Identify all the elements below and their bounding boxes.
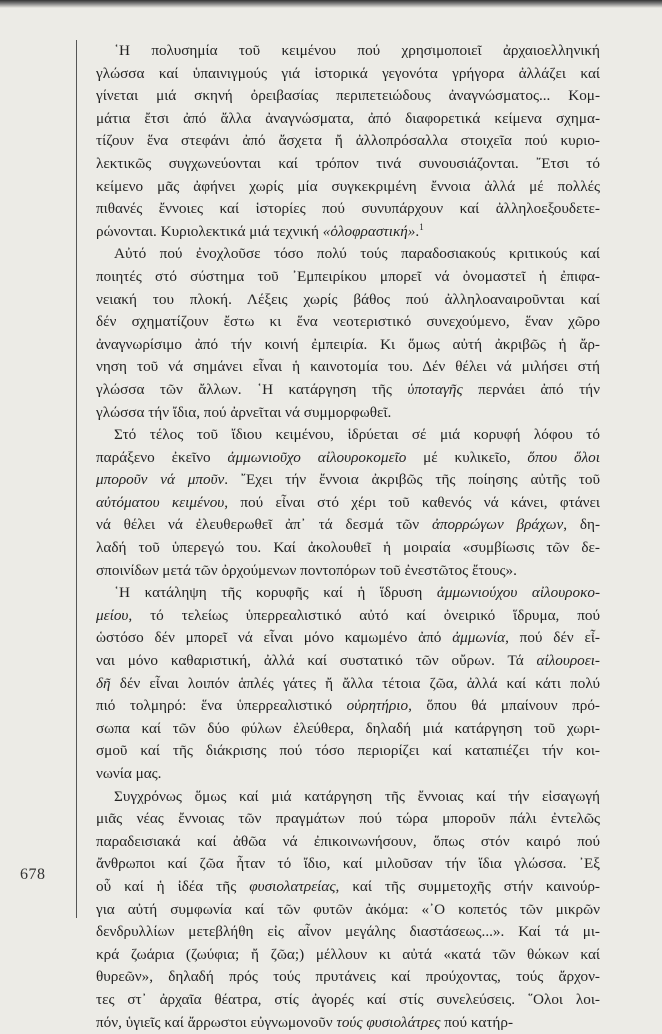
text-line: νωνία μας. [96,765,162,782]
text-line: αὐτόματου κειμένου, πού εἶναι στό χέρι τοῦ καθενός νά κάνει, φτάνει [96,493,600,511]
italic-phrase: δῆ [96,674,111,692]
text-line: θυρεῶν», δηλαδή πρός τούς πρυτάνεις καί πρoύχοντας, τούς ἄρχον- [96,968,600,986]
text-line: Συγχρόνως ὅμως καί μιά κατάργηση τῆς ἔννοιας καί τήν εἰσαγωγή [114,787,600,805]
italic-phrase: «ὁλοφραστική» [322,222,416,240]
text-line: σωπα καί τῶν δύο φύλων ἐλεύθερα, δηλαδή μιά κατάργηση τοῦ χωρι- [96,719,600,737]
text-line: παραδεισιακά καί ἀθῶα νά ἐπικοινωνήσουν, ὅπως στόν καιρό πού [96,832,600,850]
margin-rule [76,40,77,918]
italic-phrase: φυσιολατρείας [249,877,336,895]
text-line: ῾Η πολυσημία τοῦ κειμένου πού χρησιμοποιεῖ ἀρχαιοελληνική [114,42,600,59]
text-line: Στό τέλος τοῦ ἴδιου κειμένου, ἱδρύεται σέ μιά κορυφή λόφου τό [114,426,600,444]
text-line: γίνεται μιά σκηνή ὀρειβασίας περιπετειώδους ἀναγνώσματος... Κομ- [96,87,600,105]
text-line: νειακή του πλοκή. Λέξεις χωρίς βάθος πού ἀλληλοαναιροῦνται καί [96,290,600,308]
text-line: νά θέλει νά ἐλευθερωθεῖ ἀπ᾿ τά δεσμά τῶν ἀπορρώγων βράχων, δη- [96,516,600,534]
italic-phrase: ὑποταγῆς [407,380,463,398]
text-line: μποροῦν νά μποῦν. ῎Εχει τήν ἔννοια ἀκριβῶς τῆς ποίησης αὐτῆς τοῦ [96,471,600,489]
text-line: Αὐτό πού ἐνοχλοῦσε τόσο πολύ τούς παραδοσιακούς κριτικούς καί [114,245,600,263]
text-line: μάτια ἔτσι ἀπό ἄλλα ἀναγνώσματα, ἀπό διαφορετικά κείμενα σχημα- [96,109,600,127]
text-line: ρώνονται. Κυριολεκτικά μιά τεχνική «ὁλοφραστική».$^1$ [96,221,424,240]
text-line: ὡστόσο δέν μπορεῖ νά εἶναι μόνο καμωμένο ἀπό ἀμμωνία, πού δέν εἶ- [96,629,600,647]
text-line: μείου, τό τελείως ὑπερρεαλιστικό αὐτό καί ὀνειρικό ἵδρυμα, πού [96,606,600,624]
text-line: μιᾶς νέας ἔννοιας τῶν πραγμάτων πού τώρα μποροῦν πάλι ἐντελῶς [96,810,600,828]
paragraph [96,243,600,424]
text-line: ποιητές στό σύστημα τοῦ ᾿Εμπειρίκου μπορεῖ νά ὀνομαστεῖ ἡ ἐπιφα- [96,267,600,285]
text-line: σμοῦ καί τῆς διάκρισης πού τόσο περιορίζει καί καταπιέζει τήν κοι- [96,742,600,760]
text-line: γλώσσα τήν ἴδια, πού ἀρνεῖται νά συμμορφωθεῖ. [96,403,392,421]
text-line: λαδή τοῦ ὑπερεγώ του. Καί ἀκολουθεῖ ἡ μοιραία «συμβίωσις τῶν δε- [96,539,600,557]
text-line: σποινίδων μετά τῶν ὀρχούμενων ποντοπόρων τοῦ ἐνεστῶτος ἔτους». [96,561,517,579]
text-line: δενδρυλλίων μετεβλήθη εἰς αἶνον μεγάλης διαστάσεως...». Καί τά μι- [96,923,600,941]
body-text [96,40,600,1034]
text-line: ἀναγνωρίσιμο ἀπό τήν κοινή ἐμπειρία. Κι ὅμως αὐτή ἀκριβῶς ἡ ἄρ- [96,335,600,353]
text-line: γλώσσα τῶν ἄλλων. ῾Η κατάργηση τῆς ὑποταγῆς περνάει ἀπό τήν [96,380,600,398]
paragraph [96,40,600,243]
italic-phrase: ὅπου ὅλοι [527,448,600,466]
text-line: πόν, ὑγιεῖς καί ἄρρωστοι εὐγνωμονοῦν τούς φυσιολάτρες πού κατήρ- [96,1013,514,1031]
text-line: ἄνθρωποι καί ζῶα ἦταν τό ἴδιο, καί μιλοῦσαν τήν ἴδια γλώσσα. ᾿Εξ [96,855,600,873]
page-number: 678 [20,866,46,883]
paragraph [96,582,600,785]
text-line: πιθανές ἔννοιες καί ἱστορίες πού συνυπάρχουν καί ἀλληλοεξουδετε- [96,200,600,218]
italic-phrase: ἀπορρώγων βράχων [431,516,564,534]
italic-phrase: οὐρητήριο [346,697,409,715]
text-line: κρά ζωάρια (ζωύφια; ἤ ζῶα;) μέλλουν κι αὐτά «κατά τῶν θώκων καί [96,945,600,963]
italic-phrase: ἀμμωνία [452,629,506,647]
italic-phrase: μείου [96,606,129,624]
text-line: δέν σχηματίζουν ἔστω κι ἕνα νεοτεριστικό συνεχούμενο, ἕναν χῶρο [96,313,600,331]
footnote-marker: 1 [419,221,424,232]
text-line: δῆ δέν εἶναι λοιπόν ἁπλές γάτες ἤ ἄλλα τέτοια ζῶα, ἀλλά καί κάτι πολύ [96,674,600,692]
text-line: νηση τοῦ νά σημάνει εἶναι ἡ καινοτομία του. Δέν θέλει νά μιλήσει στή [96,358,600,376]
paragraph [96,424,600,582]
text-line: ῾Η κατάληψη τῆς κορυφῆς καί ἡ ἵδρυση ἀμμωνιούχου αἰλουροκο- [114,584,600,602]
text-line: κείμενο μᾶς ἀφήνει χωρίς μία συγκεκριμένη ἔννοια ἀλλά μέ πολλές [96,177,600,195]
text-line: λεκτικῶς συγχωνεύονται καί τρόπον τινά συνουσιάζονται. ῎Ετσι τό [96,154,600,172]
italic-phrase: αὐτόματου κειμένου [96,493,225,511]
italic-phrase: αἰλουροει- [536,652,600,670]
text-line: γλώσσα καί ὑπαινιγμούς γιά ἱστορικά γεγονότα γρήγορα ἀλλάζει καί [96,64,600,82]
text-line: για αὐτή συμφωνία καί τῶν φυτῶν ἀκόμα: «᾿Ο κοπετός τῶν μικρῶν [96,900,600,918]
italic-phrase: ἀμμωνιούχου αἰλουροκο- [436,584,600,602]
scan-top-edge [0,0,662,8]
text-line: παράξενο ἐκεῖνο ἀμμωνιοῦχο αἰλουροκομεῖο μέ κυλικεῖο, ὅπου ὅλοι [96,448,600,466]
text-line: τες στ᾿ ἀρχαῖα θέατρα, στίς ἀγορές καί στίς συνελεύσεις. ῞Ολοι λοι- [96,990,600,1008]
text-line: οὗ καί ἡ ἰδέα τῆς φυσιολατρείας, καί τῆς συμμετοχῆς στήν καινούρ- [96,877,600,895]
italic-phrase: μποροῦν νά μποῦν [96,471,225,489]
text-line: ναι μόνο καθαριστική, ἀλλά καί συστατικό τῶν οὔρων. Τά αἰλουροει- [96,652,600,670]
paragraph [96,786,600,1034]
italic-phrase: ἀμμωνιοῦχο αἰλουροκομεῖο [227,448,407,466]
text-line: πιό τολμηρό: ἕνα ὑπερρεαλιστικό οὐρητήριο, ὅπου θά μπαίνουν πρό- [96,697,600,715]
text-line: τίζουν ἕνα στεφάνι ἀπό ἄσχετα ἤ ἀλλοπρόσαλλα στοιχεῖα πού κυριο- [96,132,600,150]
italic-phrase: τούς φυσιολάτρες [336,1013,441,1031]
